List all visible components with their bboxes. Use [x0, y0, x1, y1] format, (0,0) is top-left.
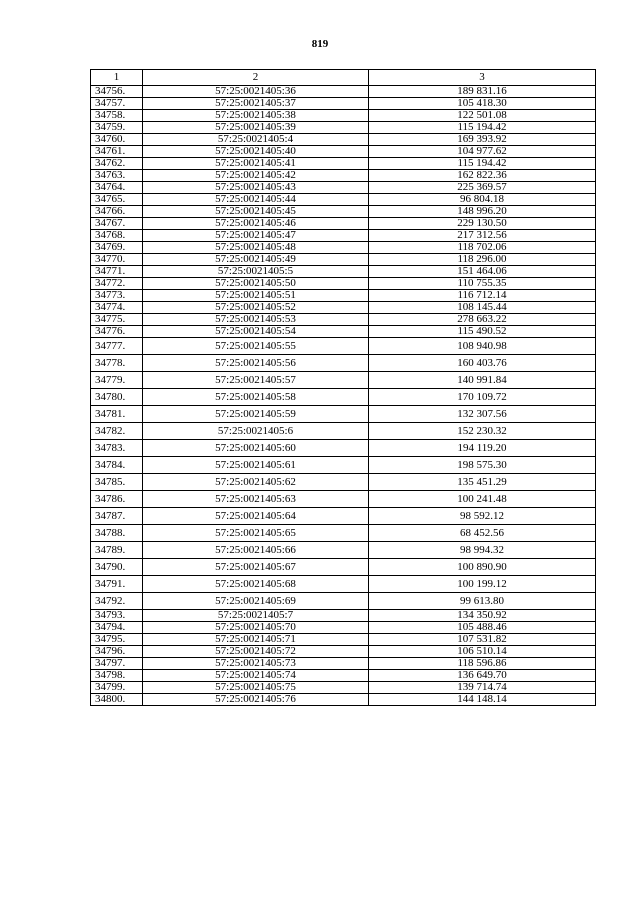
row-number-cell: 34762.	[91, 158, 143, 170]
table-row	[91, 440, 596, 457]
table-row	[91, 302, 596, 314]
row-number-cell: 34772.	[91, 278, 143, 290]
table-row	[91, 491, 596, 508]
value-cell: 132 307.56	[369, 406, 596, 423]
row-number-cell: 34769.	[91, 242, 143, 254]
value-cell: 189 831.16	[369, 86, 596, 98]
cadastral-number-cell: 57:25:0021405:54	[143, 326, 369, 338]
value-cell: 116 712.14	[369, 290, 596, 302]
row-number-cell: 34771.	[91, 266, 143, 278]
cadastral-number-cell: 57:25:0021405:5	[143, 266, 369, 278]
value-cell: 140 991.84	[369, 372, 596, 389]
table-row	[91, 576, 596, 593]
value-cell: 115 194.42	[369, 158, 596, 170]
table-row	[91, 242, 596, 254]
value-cell: 160 403.76	[369, 355, 596, 372]
value-cell: 148 996.20	[369, 206, 596, 218]
table-row	[91, 474, 596, 491]
cadastral-number-cell: 57:25:0021405:56	[143, 355, 369, 372]
cadastral-number-cell: 57:25:0021405:52	[143, 302, 369, 314]
cadastral-number-cell: 57:25:0021405:46	[143, 218, 369, 230]
value-cell: 98 994.32	[369, 542, 596, 559]
table-row	[91, 372, 596, 389]
table-row	[91, 110, 596, 122]
value-cell: 118 702.06	[369, 242, 596, 254]
table-row	[91, 314, 596, 326]
cadastral-number-cell: 57:25:0021405:41	[143, 158, 369, 170]
page-number: 819	[311, 38, 329, 50]
cadastral-number-cell: 57:25:0021405:43	[143, 182, 369, 194]
cadastral-number-cell: 57:25:0021405:4	[143, 134, 369, 146]
value-cell: 99 613.80	[369, 593, 596, 610]
table-row	[91, 658, 596, 670]
table-row	[91, 694, 596, 706]
cadastral-number-cell: 57:25:0021405:69	[143, 593, 369, 610]
table-row	[91, 278, 596, 290]
table-row	[91, 610, 596, 622]
table-row	[91, 122, 596, 134]
table-row	[91, 682, 596, 694]
value-cell: 105 418.30	[369, 98, 596, 110]
cadastral-number-cell: 57:25:0021405:68	[143, 576, 369, 593]
row-number-cell: 34783.	[91, 440, 143, 457]
table-row	[91, 194, 596, 206]
row-number-cell: 34760.	[91, 134, 143, 146]
column-header-2: 2	[143, 70, 369, 86]
value-cell: 115 194.42	[369, 122, 596, 134]
value-cell: 118 596.86	[369, 658, 596, 670]
row-number-cell: 34780.	[91, 389, 143, 406]
row-number-cell: 34766.	[91, 206, 143, 218]
table-row	[91, 158, 596, 170]
row-number-cell: 34786.	[91, 491, 143, 508]
cadastral-number-cell: 57:25:0021405:70	[143, 622, 369, 634]
row-number-cell: 34789.	[91, 542, 143, 559]
cadastral-number-cell: 57:25:0021405:40	[143, 146, 369, 158]
cadastral-number-cell: 57:25:0021405:51	[143, 290, 369, 302]
table-row	[91, 423, 596, 440]
cadastral-number-cell: 57:25:0021405:72	[143, 646, 369, 658]
row-number-cell: 34779.	[91, 372, 143, 389]
table-body	[91, 86, 596, 706]
cadastral-number-cell: 57:25:0021405:66	[143, 542, 369, 559]
value-cell: 108 940.98	[369, 338, 596, 355]
row-number-cell: 34781.	[91, 406, 143, 423]
row-number-cell: 34782.	[91, 423, 143, 440]
cadastral-number-cell: 57:25:0021405:60	[143, 440, 369, 457]
table-row	[91, 146, 596, 158]
value-cell: 152 230.32	[369, 423, 596, 440]
value-cell: 170 109.72	[369, 389, 596, 406]
row-number-cell: 34763.	[91, 170, 143, 182]
value-cell: 100 199.12	[369, 576, 596, 593]
value-cell: 110 755.35	[369, 278, 596, 290]
value-cell: 115 490.52	[369, 326, 596, 338]
value-cell: 68 452.56	[369, 525, 596, 542]
value-cell: 229 130.50	[369, 218, 596, 230]
row-number-cell: 34785.	[91, 474, 143, 491]
cadastral-number-cell: 57:25:0021405:71	[143, 634, 369, 646]
cadastral-number-cell: 57:25:0021405:75	[143, 682, 369, 694]
row-number-cell: 34796.	[91, 646, 143, 658]
cadastral-number-cell: 57:25:0021405:6	[143, 423, 369, 440]
value-cell: 198 575.30	[369, 457, 596, 474]
row-number-cell: 34791.	[91, 576, 143, 593]
row-number-cell: 34775.	[91, 314, 143, 326]
value-cell: 169 393.92	[369, 134, 596, 146]
cadastral-number-cell: 57:25:0021405:53	[143, 314, 369, 326]
table-row	[91, 508, 596, 525]
cadastral-number-cell: 57:25:0021405:39	[143, 122, 369, 134]
value-cell: 105 488.46	[369, 622, 596, 634]
table-row	[91, 338, 596, 355]
value-cell: 139 714.74	[369, 682, 596, 694]
table-row	[91, 542, 596, 559]
cadastral-number-cell: 57:25:0021405:47	[143, 230, 369, 242]
cadastral-number-cell: 57:25:0021405:64	[143, 508, 369, 525]
cadastral-number-cell: 57:25:0021405:73	[143, 658, 369, 670]
row-number-cell: 34784.	[91, 457, 143, 474]
row-number-cell: 34797.	[91, 658, 143, 670]
row-number-cell: 34794.	[91, 622, 143, 634]
value-cell: 134 350.92	[369, 610, 596, 622]
cadastral-number-cell: 57:25:0021405:62	[143, 474, 369, 491]
registry-table	[90, 69, 596, 706]
row-number-cell: 34767.	[91, 218, 143, 230]
table-row	[91, 182, 596, 194]
row-number-cell: 34758.	[91, 110, 143, 122]
cadastral-number-cell: 57:25:0021405:67	[143, 559, 369, 576]
value-cell: 107 531.82	[369, 634, 596, 646]
column-header-3: 3	[369, 70, 596, 86]
row-number-cell: 34787.	[91, 508, 143, 525]
value-cell: 278 663.22	[369, 314, 596, 326]
table-row	[91, 622, 596, 634]
value-cell: 162 822.36	[369, 170, 596, 182]
value-cell: 100 241.48	[369, 491, 596, 508]
value-cell: 108 145.44	[369, 302, 596, 314]
row-number-cell: 34774.	[91, 302, 143, 314]
cadastral-number-cell: 57:25:0021405:48	[143, 242, 369, 254]
cadastral-number-cell: 57:25:0021405:63	[143, 491, 369, 508]
cadastral-number-cell: 57:25:0021405:76	[143, 694, 369, 706]
value-cell: 118 296.00	[369, 254, 596, 266]
row-number-cell: 34795.	[91, 634, 143, 646]
cadastral-number-cell: 57:25:0021405:42	[143, 170, 369, 182]
table-row	[91, 134, 596, 146]
table-row	[91, 230, 596, 242]
cadastral-number-cell: 57:25:0021405:7	[143, 610, 369, 622]
table-row	[91, 457, 596, 474]
table-row	[91, 218, 596, 230]
table-row	[91, 593, 596, 610]
cadastral-number-cell: 57:25:0021405:59	[143, 406, 369, 423]
cadastral-number-cell: 57:25:0021405:74	[143, 670, 369, 682]
table-row	[91, 634, 596, 646]
cadastral-number-cell: 57:25:0021405:57	[143, 372, 369, 389]
row-number-cell: 34792.	[91, 593, 143, 610]
row-number-cell: 34800.	[91, 694, 143, 706]
value-cell: 106 510.14	[369, 646, 596, 658]
row-number-cell: 34788.	[91, 525, 143, 542]
row-number-cell: 34776.	[91, 326, 143, 338]
row-number-cell: 34765.	[91, 194, 143, 206]
table-row	[91, 646, 596, 658]
table-row	[91, 525, 596, 542]
cadastral-number-cell: 57:25:0021405:49	[143, 254, 369, 266]
row-number-cell: 34777.	[91, 338, 143, 355]
row-number-cell: 34756.	[91, 86, 143, 98]
row-number-cell: 34790.	[91, 559, 143, 576]
table-row	[91, 266, 596, 278]
value-cell: 104 977.62	[369, 146, 596, 158]
row-number-cell: 34798.	[91, 670, 143, 682]
table-row	[91, 559, 596, 576]
cadastral-number-cell: 57:25:0021405:44	[143, 194, 369, 206]
row-number-cell: 34799.	[91, 682, 143, 694]
row-number-cell: 34770.	[91, 254, 143, 266]
table-row	[91, 355, 596, 372]
value-cell: 151 464.06	[369, 266, 596, 278]
table-row	[91, 206, 596, 218]
row-number-cell: 34778.	[91, 355, 143, 372]
row-number-cell: 34773.	[91, 290, 143, 302]
column-header-1: 1	[91, 70, 143, 86]
table-row	[91, 406, 596, 423]
cadastral-number-cell: 57:25:0021405:61	[143, 457, 369, 474]
cadastral-number-cell: 57:25:0021405:50	[143, 278, 369, 290]
table-row	[91, 290, 596, 302]
value-cell: 194 119.20	[369, 440, 596, 457]
value-cell: 98 592.12	[369, 508, 596, 525]
row-number-cell: 34761.	[91, 146, 143, 158]
row-number-cell: 34757.	[91, 98, 143, 110]
cadastral-number-cell: 57:25:0021405:45	[143, 206, 369, 218]
cadastral-number-cell: 57:25:0021405:65	[143, 525, 369, 542]
row-number-cell: 34768.	[91, 230, 143, 242]
row-number-cell: 34764.	[91, 182, 143, 194]
row-number-cell: 34759.	[91, 122, 143, 134]
value-cell: 136 649.70	[369, 670, 596, 682]
table-row	[91, 670, 596, 682]
value-cell: 122 501.08	[369, 110, 596, 122]
cadastral-number-cell: 57:25:0021405:55	[143, 338, 369, 355]
table-row	[91, 326, 596, 338]
table-row	[91, 98, 596, 110]
table-header-row	[91, 70, 596, 86]
cadastral-number-cell: 57:25:0021405:58	[143, 389, 369, 406]
value-cell: 225 369.57	[369, 182, 596, 194]
cadastral-number-cell: 57:25:0021405:38	[143, 110, 369, 122]
cadastral-number-cell: 57:25:0021405:36	[143, 86, 369, 98]
value-cell: 217 312.56	[369, 230, 596, 242]
value-cell: 96 804.18	[369, 194, 596, 206]
table-row	[91, 254, 596, 266]
row-number-cell: 34793.	[91, 610, 143, 622]
value-cell: 135 451.29	[369, 474, 596, 491]
value-cell: 100 890.90	[369, 559, 596, 576]
cadastral-number-cell: 57:25:0021405:37	[143, 98, 369, 110]
table-row	[91, 389, 596, 406]
table-row	[91, 170, 596, 182]
table-row	[91, 86, 596, 98]
value-cell: 144 148.14	[369, 694, 596, 706]
